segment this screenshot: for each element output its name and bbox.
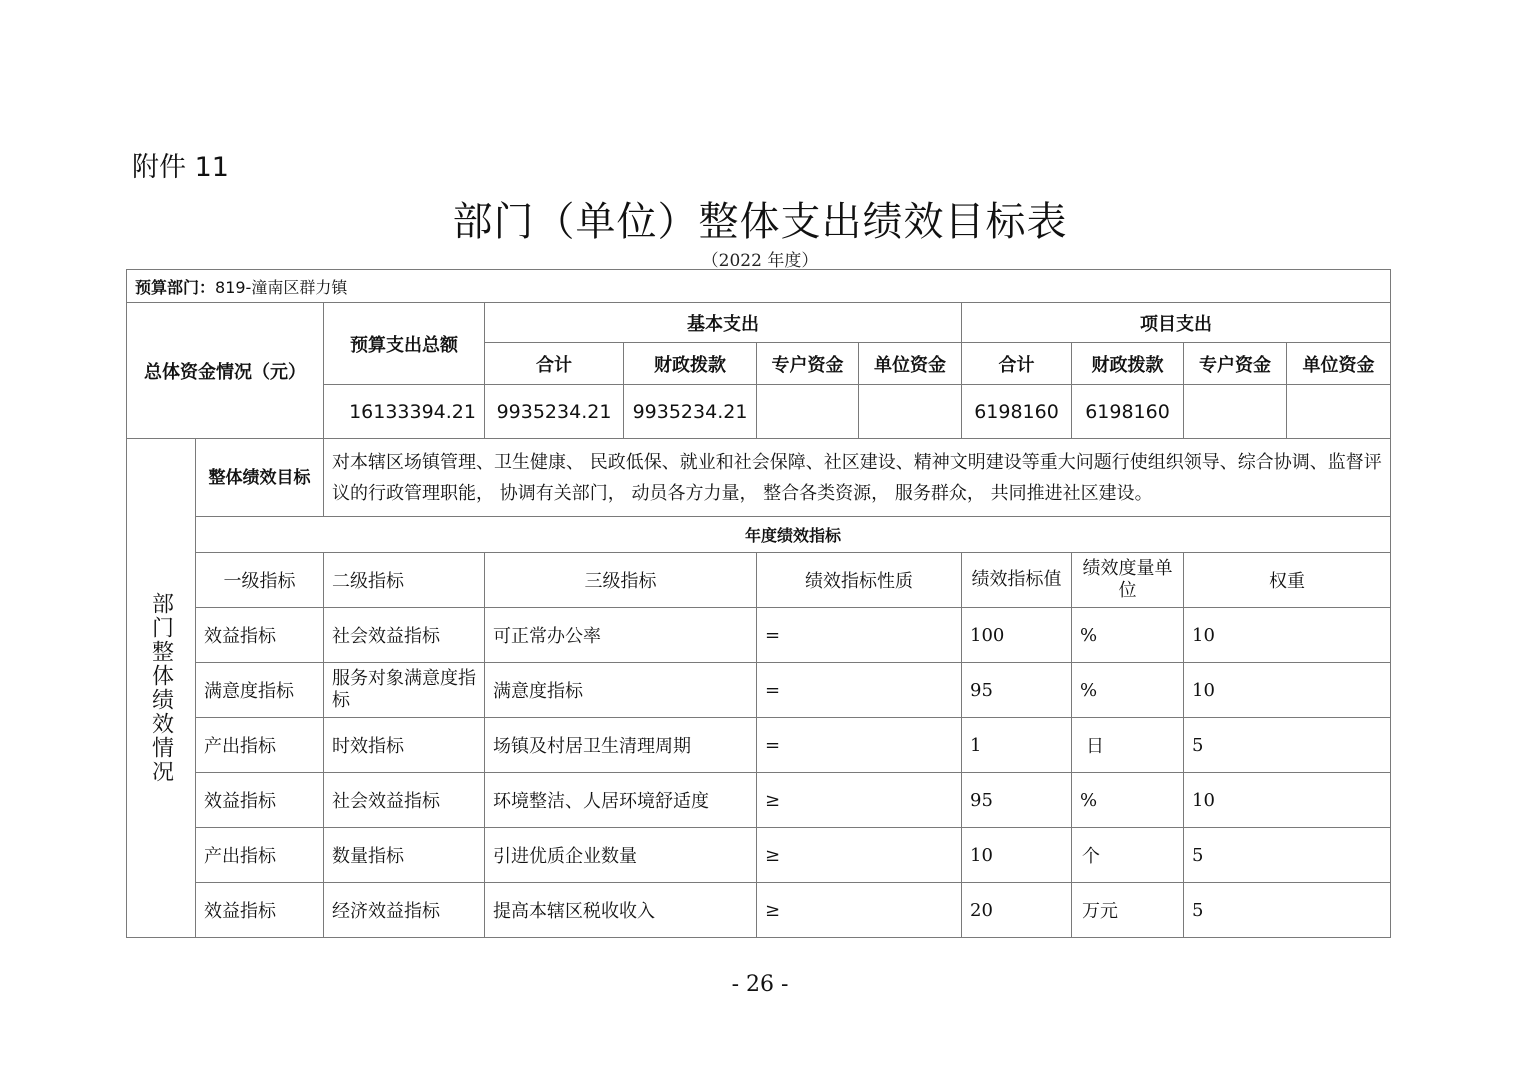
project-sub-fiscal: 财政拨款 — [1072, 343, 1184, 385]
total-label: 预算支出总额 — [324, 303, 485, 385]
table-row — [127, 773, 1391, 828]
cell-value: 10 — [962, 828, 1072, 883]
cell-level2: 社会效益指标 — [324, 608, 485, 663]
cell-unit: 个 — [1072, 828, 1184, 883]
col-level3: 三级指标 — [485, 553, 757, 608]
col-weight: 权重 — [1184, 553, 1391, 608]
cell-unit: 万元 — [1072, 883, 1184, 938]
cell-level1: 效益指标 — [196, 773, 324, 828]
cell-unit: 日 — [1072, 718, 1184, 773]
basic-sub-unit: 单位资金 — [859, 343, 962, 385]
cell-value: 95 — [962, 663, 1072, 718]
cell-level2: 数量指标 — [324, 828, 485, 883]
cell-unit: % — [1072, 663, 1184, 718]
funds-row-label: 总体资金情况（元） — [127, 303, 324, 439]
page-number: - 26 - — [731, 972, 789, 997]
cell-level1: 产出指标 — [196, 718, 324, 773]
project-label: 项目支出 — [962, 303, 1391, 343]
col-level1: 一级指标 — [196, 553, 324, 608]
cell-level3: 提高本辖区税收收入 — [485, 883, 757, 938]
cell-level2: 服务对象满意度指标 — [324, 663, 485, 718]
table-row — [127, 883, 1391, 938]
performance-table — [126, 269, 1391, 938]
col-level2: 二级指标 — [324, 553, 485, 608]
cell-unit: % — [1072, 773, 1184, 828]
cell-level2: 时效指标 — [324, 718, 485, 773]
cell-level2: 社会效益指标 — [324, 773, 485, 828]
cell-unit: % — [1072, 608, 1184, 663]
cell-nature: ≥ — [757, 773, 962, 828]
basic-sub-special: 专户资金 — [757, 343, 859, 385]
cell-level1: 效益指标 — [196, 883, 324, 938]
total-value: 16133394.21 — [324, 385, 485, 439]
goal-text: 对本辖区场镇管理、卫生健康、 民政低保、就业和社会保障、社区建设、精神文明建设等重大问题行使组织领导、综合协调、监督评议的行政管理职能， 协调有关部门， 动员各方力量， 整合各类资源， 服务群众， 共同推进社区建设。 — [324, 439, 1391, 517]
basic-label: 基本支出 — [485, 303, 962, 343]
dept-row — [127, 270, 1391, 303]
cell-level3: 满意度指标 — [485, 663, 757, 718]
cell-value: 95 — [962, 773, 1072, 828]
cell-weight: 5 — [1184, 883, 1391, 938]
table-row — [127, 663, 1391, 718]
cell-weight: 5 — [1184, 718, 1391, 773]
goal-label: 整体绩效目标 — [196, 439, 324, 517]
basic-sub-total: 合计 — [485, 343, 624, 385]
basic-sub-fiscal: 财政拨款 — [624, 343, 757, 385]
year-note: （2022 年度） — [701, 251, 819, 271]
cell-nature: ≥ — [757, 883, 962, 938]
table-row — [127, 828, 1391, 883]
cell-level2: 经济效益指标 — [324, 883, 485, 938]
basic-value-unit — [859, 385, 962, 439]
annual-label: 年度绩效指标 — [196, 517, 1391, 553]
project-value-fiscal: 6198160 — [1072, 385, 1184, 439]
basic-value-special — [757, 385, 859, 439]
cell-weight: 10 — [1184, 773, 1391, 828]
basic-value-total: 9935234.21 — [485, 385, 624, 439]
cell-level1: 满意度指标 — [196, 663, 324, 718]
cell-level3: 环境整洁、人居环境舒适度 — [485, 773, 757, 828]
dept-value: 819-潼南区群力镇 — [215, 277, 348, 297]
cell-level3: 可正常办公率 — [485, 608, 757, 663]
project-sub-unit: 单位资金 — [1287, 343, 1391, 385]
cell-nature: = — [757, 718, 962, 773]
cell-level3: 引进优质企业数量 — [485, 828, 757, 883]
basic-value-fiscal: 9935234.21 — [624, 385, 757, 439]
dept-label: 预算部门： — [135, 277, 216, 297]
project-sub-special: 专户资金 — [1184, 343, 1287, 385]
cell-level1: 效益指标 — [196, 608, 324, 663]
cell-nature: = — [757, 663, 962, 718]
cell-value: 20 — [962, 883, 1072, 938]
cell-weight: 10 — [1184, 608, 1391, 663]
cell-weight: 10 — [1184, 663, 1391, 718]
perf-side-text: 部门整体绩效情况 — [148, 592, 174, 784]
project-sub-total: 合计 — [962, 343, 1072, 385]
table-row — [127, 608, 1391, 663]
col-nature: 绩效指标性质 — [757, 553, 962, 608]
col-unit: 绩效度量单位 — [1072, 553, 1184, 608]
attachment-label: 附件 11 — [132, 152, 229, 183]
cell-value: 100 — [962, 608, 1072, 663]
cell-value: 1 — [962, 718, 1072, 773]
cell-level1: 产出指标 — [196, 828, 324, 883]
perf-side-label — [127, 439, 196, 938]
page-title: 部门（单位）整体支出绩效目标表 — [452, 199, 1068, 245]
project-value-unit — [1287, 385, 1391, 439]
cell-nature: = — [757, 608, 962, 663]
project-value-total: 6198160 — [962, 385, 1072, 439]
cell-nature: ≥ — [757, 828, 962, 883]
cell-level3: 场镇及村居卫生清理周期 — [485, 718, 757, 773]
cell-weight: 5 — [1184, 828, 1391, 883]
project-value-special — [1184, 385, 1287, 439]
table-row — [127, 718, 1391, 773]
col-value: 绩效指标值 — [962, 553, 1072, 608]
